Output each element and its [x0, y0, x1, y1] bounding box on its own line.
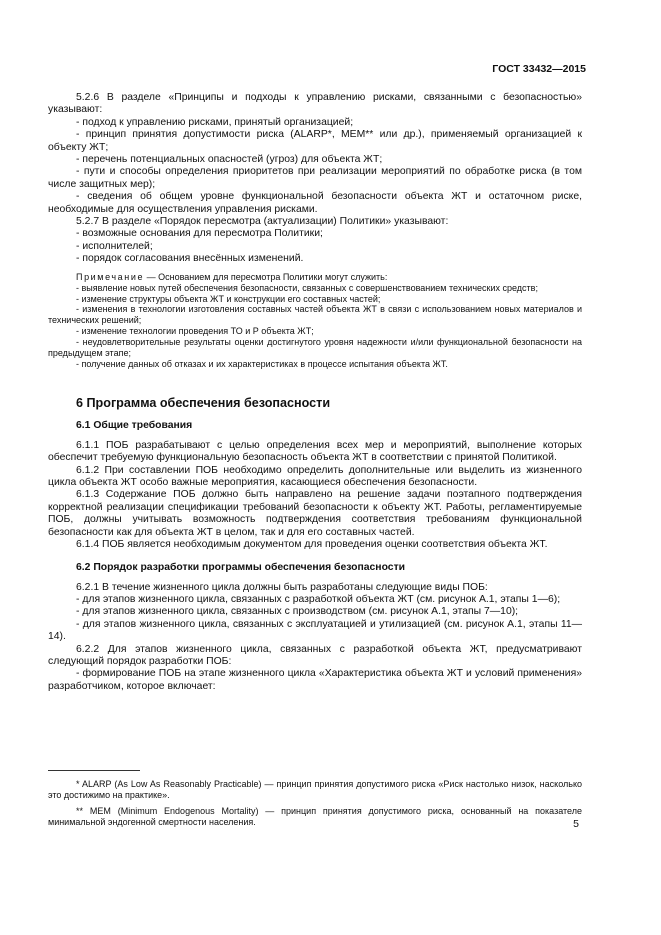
page-number: 5	[573, 818, 579, 830]
list-item: - для этапов жизненного цикла, связанных с производством (см. рисунок А.1, этапы 7—10);	[76, 606, 519, 618]
list-item: - порядок согласования внесённых изменений.	[76, 253, 304, 265]
paragraph: 5.2.7 В разделе «Порядок пересмотра (актуализации) Политики» указывают:	[76, 216, 449, 228]
footnote-divider	[48, 770, 140, 771]
note-heading	[48, 272, 582, 283]
list-item: - для этапов жизненного цикла, связанных с эксплуатацией и утилизацией (см. рисунок А.1, этапы 11—14).	[48, 618, 582, 643]
paragraph: 6.2.2 Для этапов жизненного цикла, связанных с разработкой объекта ЖТ, предусматривают следующий порядок разработки ПОБ:	[48, 643, 582, 667]
note-label: Примечание	[76, 271, 145, 282]
note-item: - изменения в технологии изготовления составных частей объекта ЖТ в связи с использованием новых материалов и технических решений;	[48, 304, 582, 326]
list-item: - для этапов жизненного цикла, связанных с разработкой объекта ЖТ (см. рисунок А.1, этапы 1—6);	[76, 593, 561, 605]
footnote-mem: ** MEM (Minimum Endogenous Mortality) — принцип принятия допустимого риска, основанный на показателе минимальной эндогенной смертности населения.	[48, 805, 582, 828]
footnote-alarp: * ALARP (As Low As Reasonably Practicable) — принцип принятия допустимого риска «Риск настолько низок, насколько это достижимо на практике».	[48, 779, 582, 801]
list-item: - подход к управлению рисками, принятый организацией;	[76, 116, 354, 128]
list-item: - перечень потенциальных опасностей (угроз) для объекта ЖТ;	[76, 154, 383, 166]
note-item: - неудовлетворительные результаты оценки достигнутого уровня надежности и/или функциональной безопасности на предыдущем этапе;	[48, 337, 582, 359]
paragraph: 6.2.1 В течение жизненного цикла должны быть разработаны следующие виды ПОБ:	[76, 581, 488, 593]
note-item: - получение данных об отказах и их характеристиках в процессе испытания объекта ЖТ.	[76, 358, 448, 369]
note-item: - выявление новых путей обеспечения безопасности, связанных с совершенствованием технических средств;	[76, 282, 538, 293]
paragraph: 6.1.2 При составлении ПОБ необходимо определить дополнительные или выделить из жизненного цикла объекта ЖТ особо важные мероприятия, касающиеся обеспечения безопасности.	[48, 464, 582, 489]
document-code-header: ГОСТ 33432—2015	[492, 63, 586, 75]
list-item: - формирование ПОБ на этапе жизненного цикла «Характеристика объекта ЖТ и условий применения» разработчиком, которое включает:	[48, 668, 582, 692]
subsection-title: 6.2 Порядок разработки программы обеспечения безопасности	[76, 561, 406, 573]
list-item: - сведения об общем уровне функциональной безопасности объекта ЖТ и остаточном риске, необходимые для осуществления управления рисками.	[48, 191, 582, 215]
list-item: - исполнителей;	[76, 240, 153, 252]
paragraph: 6.1.3 Содержание ПОБ должно быть направлено на решение задачи поэтапного подтверждения корректной реализации спецификации требований безопасности к объекту ЖТ. Работы, регламентируемые ПОБ, должны учитывать возможность подтверждения соответствия требованиям функциональной безопасности как для объекта ЖТ в целом, так и для его составных частей.	[48, 489, 582, 538]
paragraph: 5.2.6 В разделе «Принципы и подходы к управлению рисками, связанными с безопасностью» указывают:	[48, 92, 582, 116]
note-intro: — Основанием для пересмотра Политики могут служить:	[144, 271, 388, 282]
section-title: 6 Программа обеспечения безопасности	[76, 395, 331, 410]
paragraph: 6.1.4 ПОБ является необходимым документом для проведения оценки соответствия объекта ЖТ.	[76, 539, 548, 551]
list-item: - принцип принятия допустимости риска (ALARP*, МЕМ** или др.), применяемый организацией к объекту ЖТ;	[48, 129, 582, 153]
list-item: - пути и способы определения приоритетов при реализации мероприятий по обработке риска (в том числе защитных мер);	[48, 166, 582, 190]
main-content	[48, 92, 582, 693]
paragraph: 6.1.1 ПОБ разрабатывают с целью определения всех мер и мероприятий, выполнение которых обеспечит требуемую функциональную безопасность объекта ЖТ в соответствии с принятой Политикой.	[48, 439, 582, 464]
note-item: - изменение технологии проведения ТО и Р объекта ЖТ;	[76, 326, 314, 337]
list-item: - возможные основания для пересмотра Политики;	[76, 228, 323, 240]
subsection-title: 6.1 Общие требования	[76, 419, 193, 431]
note-item: - изменение структуры объекта ЖТ и конструкции его составных частей;	[76, 293, 381, 304]
footnotes	[48, 779, 582, 833]
